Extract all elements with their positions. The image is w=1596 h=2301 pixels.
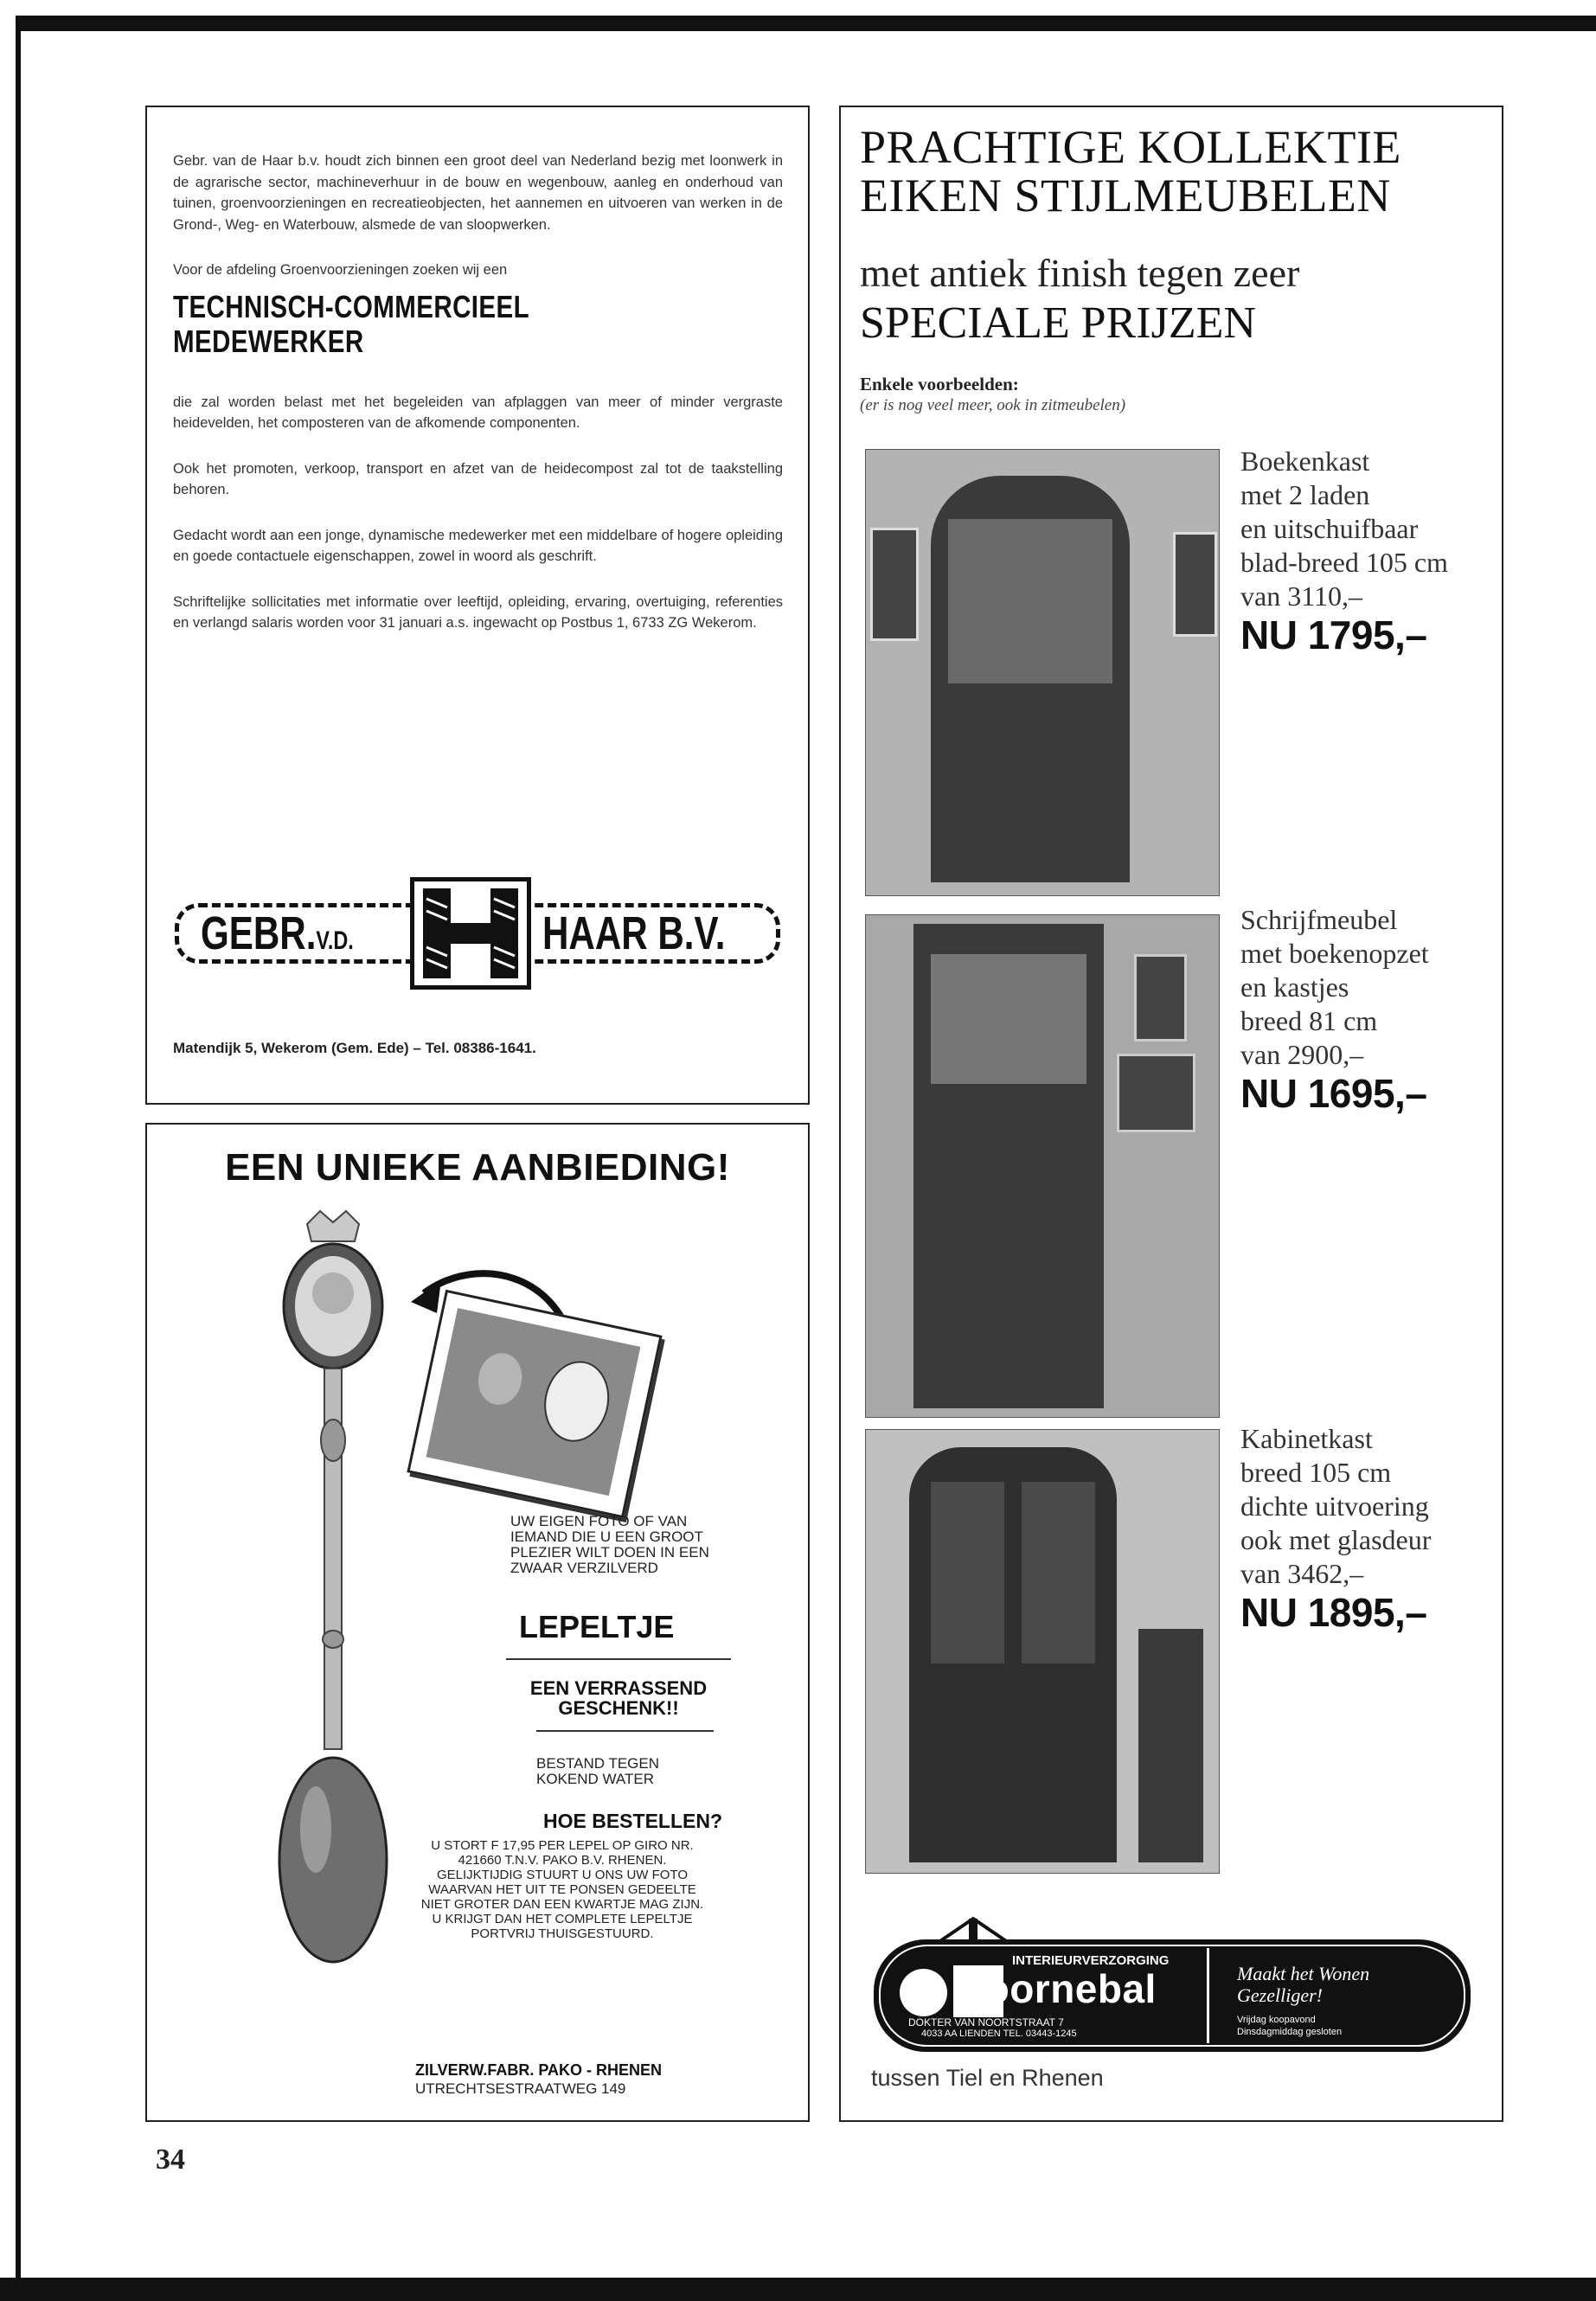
job-paragraph-2: Ook het promoten, verkoop, transport en afzet van de heidecompost zal tot de taakstelling behoren. (173, 460, 783, 497)
item-2-price: NU 1695,– (1240, 1071, 1427, 1116)
store-name: doornebal (960, 1966, 1157, 2011)
bookcase-photo (865, 449, 1220, 896)
spoon-ad (145, 1123, 810, 2122)
item-3-line2: breed 105 cm (1240, 1457, 1392, 1488)
item-1-description (1240, 445, 1448, 657)
divider-1 (506, 1658, 731, 1660)
boiling-text: BESTAND TEGEN KOKEND WATER (536, 1755, 660, 1787)
subheadline-line2: SPECIALE PRIJZEN (860, 298, 1256, 348)
store-address-1: DOKTER VAN NOORTSTRAAT 7 (908, 2016, 1064, 2029)
item-2-line4: breed 81 cm (1240, 1005, 1378, 1036)
store-slogan-2: Gezelliger! (1237, 1984, 1323, 2006)
store-hours-1: Vrijdag koopavond (1237, 2015, 1316, 2025)
item-3-line3: dichte uitvoering (1240, 1490, 1429, 1522)
surprise-text: EEN VERRASSEND GESCHENK!! (529, 1677, 708, 1719)
writing-desk-photo (865, 914, 1220, 1418)
store-location: tussen Tiel en Rhenen (871, 2065, 1104, 2091)
job-title-line2: MEDEWERKER (173, 323, 364, 359)
item-2-line1: Schrijfmeubel (1240, 904, 1398, 935)
job-lead: Voor de afdeling Groenvoorzieningen zoeken wij een (173, 262, 508, 278)
furniture-headline (860, 123, 1401, 220)
h-emblem-icon (414, 881, 527, 985)
logo-h-emblem (410, 877, 531, 990)
item-3-line1: Kabinetkast (1240, 1423, 1373, 1454)
job-ad (145, 106, 810, 1105)
item-3-price: NU 1895,– (1240, 1590, 1427, 1635)
divider-2 (536, 1730, 714, 1732)
item-1-line4: blad-breed 105 cm (1240, 547, 1448, 578)
job-title (173, 290, 673, 359)
spoon-company: ZILVERW.FABR. PAKO - RHENEN (415, 2061, 663, 2079)
company-address: Matendijk 5, Wekerom (Gem. Ede) – Tel. 08386-1641. (173, 1040, 536, 1056)
job-paragraph-3: Gedacht wordt aan een jonge, dynamische medewerker met een middelbare of hogere opleiding en goede contactuele eigenschappen, zowel in woord als geschrift. (173, 527, 783, 564)
item-2-line3: en kastjes (1240, 971, 1349, 1003)
examples-label: Enkele voorbeelden: (860, 374, 1019, 394)
lepeltje-title: LEPELTJE (519, 1609, 675, 1644)
store-logo (874, 1915, 1471, 2054)
spoon-text-intro: UW EIGEN FOTO OF VAN IEMAND DIE U EEN GROOT PLEZIER WILT DOEN IN EEN ZWAAR VERZILVERD (510, 1513, 709, 1576)
headline-line2: EIKEN STIJLMEUBELEN (860, 170, 1391, 221)
cabinet-photo (865, 1429, 1220, 1874)
item-3-line4: ook met glasdeur (1240, 1524, 1432, 1555)
spoon-illustration (277, 1207, 389, 1968)
item-1-line2: met 2 laden (1240, 479, 1370, 510)
item-1-price: NU 1795,– (1240, 612, 1427, 657)
furniture-ad (839, 106, 1503, 2122)
bottom-border (0, 2278, 1596, 2301)
logo-haar-text: HAAR B.V. (542, 907, 726, 959)
item-3-line5: van 3462,– (1240, 1558, 1364, 1589)
item-2-description (1240, 903, 1429, 1116)
item-1-line3: en uitschuifbaar (1240, 513, 1419, 544)
baby-photo (426, 1308, 641, 1496)
logo-vd-text: V.D. (316, 926, 354, 955)
spoon-street: UTRECHTSESTRAATWEG 149 (415, 2080, 626, 2097)
store-slogan-1: Maakt het Wonen (1237, 1963, 1370, 1984)
item-3-description (1240, 1422, 1432, 1635)
headline-line1: PRACHTIGE KOLLEKTIE (860, 121, 1401, 173)
logo-gebr-text: GEBR. (201, 907, 317, 959)
item-2-line2: met boekenopzet (1240, 938, 1429, 969)
item-1-line5: van 3110,– (1240, 580, 1363, 612)
store-address-2: 4033 AA LIENDEN TEL. 03443-1245 (921, 2029, 1077, 2039)
spoon-headline: EEN UNIEKE AANBIEDING! (225, 1146, 730, 1189)
baby-face-icon (312, 1272, 354, 1314)
job-intro: Gebr. van de Haar b.v. houdt zich binnen een groot deel van Nederland bezig met loonwerk in de agrarische sector, machineverhuur in de bouw en wegenbouw, aanleg en onderhoud van tuinen, groenvoorzieningen en recreatieobjecten, het aannemen en uitvoeren van werken in de Grond-, Weg- en Waterbouw, alsmede de van sloopwerken. (173, 153, 783, 233)
store-hours-2: Dinsdagmiddag gesloten (1237, 2027, 1343, 2037)
subheadline-line1: met antiek finish tegen zeer (860, 251, 1300, 295)
left-border (16, 16, 21, 2278)
store-tag: INTERIEURVERZORGING (1012, 1953, 1170, 1968)
order-text: U STORT F 17,95 PER LEPEL OP GIRO NR. 421660 T.N.V. PAKO B.V. RHENEN. GELIJKTIJDIG STUURT U ONS UW FOTO WAARVAN HET UIT TE PONSEN GEDEELTE NIET GROTER DAN EEN KWARTJE MAG ZIJN. U KRIJGT DAN HET COMPLETE LEPELTJE PORTVRIJ THUISGESTUURD. (420, 1838, 704, 1941)
examples-note: (er is nog veel meer, ook in zitmeubelen) (860, 396, 1126, 414)
item-1-line1: Boekenkast (1240, 445, 1370, 477)
item-2-line5: van 2900,– (1240, 1039, 1364, 1070)
crown-icon (307, 1211, 359, 1241)
order-title: HOE BESTELLEN? (543, 1810, 723, 1832)
page-number: 34 (156, 2144, 185, 2176)
company-logo (175, 877, 789, 990)
store-d-mark (900, 1969, 947, 2016)
job-title-line1: TECHNISCH-COMMERCIEEL (173, 288, 530, 324)
top-border (16, 16, 1596, 31)
photo-card (407, 1290, 662, 1519)
job-paragraph-1: die zal worden belast met het begeleiden van afplaggen van meer of minder vergraste heidevelden, het composteren van de afkomende componenten. (173, 394, 783, 431)
job-paragraph-4: Schriftelijke sollicitaties met informatie over leeftijd, opleiding, ervaring, overtuiging, referenties en verlangd salaris worden voor 31 januari a.s. ingewacht op Postbus 1, 6733 ZG Wekerom. (173, 593, 783, 631)
